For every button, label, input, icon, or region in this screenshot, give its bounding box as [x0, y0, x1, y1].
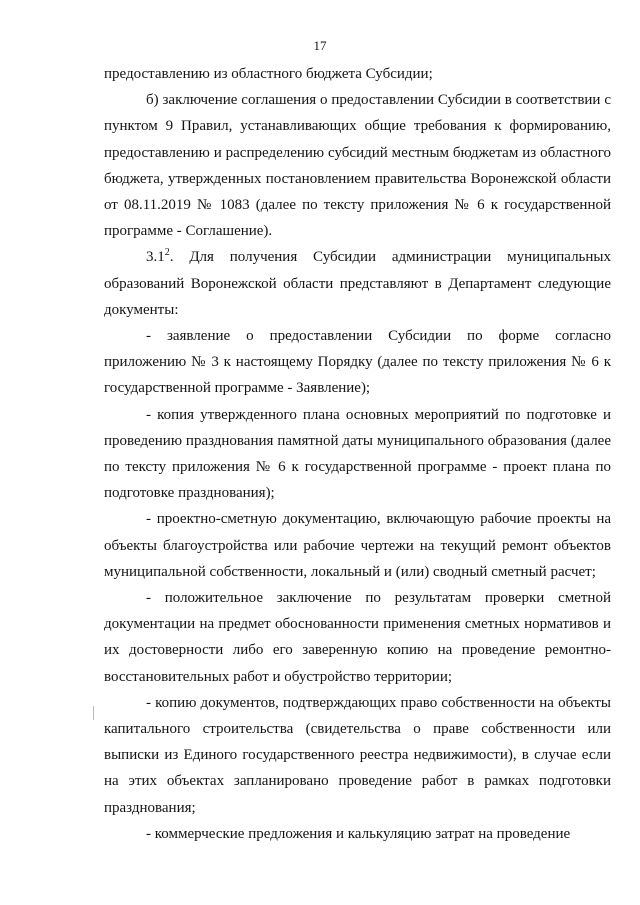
list-item-ownership-documents: - копию документов, подтверждающих право собственности на объекты капитального строительства (свидетельства о праве собственности или выписки из Единого государственного реестра недвижимости), в случае если на этих объектах запланировано проведение работ в рамках подготовки празднования; [104, 694, 611, 816]
document-body [104, 61, 611, 847]
paragraph-continuation: предоставлению из областного бюджета Субсидии; [104, 66, 433, 82]
paragraph-item-b: б) заключение соглашения о предоставлении Субсидии в соответствии с пунктом 9 Правил, устанавливающих общие требования к формированию, предоставлению и распределению субсидий местным бюджетам из областного бюджета, утвержденных постановлением правительства Воронежской области от 08.11.2019 № 1083 (далее по тексту приложения № 6 к государственной программе - Соглашение). [104, 92, 611, 240]
list-item-commercial-proposals: - коммерческие предложения и калькуляцию затрат на проведение [146, 825, 571, 842]
list-item-plan: - копия утвержденного плана основных мероприятий по подготовке и проведению празднования памятной даты муниципального образования (далее по тексту приложения № 6 к государственной программе - проект плана по подготовке празднования); [104, 406, 611, 502]
list-item-application: - заявление о предоставлении Субсидии по форме согласно приложению № 3 к настоящему Порядку (далее по тексту приложения № 6 к государственной программе - Заявление); [104, 328, 611, 397]
page-number: 17 [313, 38, 327, 53]
clause-number: 3.1 [146, 249, 165, 266]
clause-number-superscript: 2 [164, 247, 170, 259]
paragraph-clause-3-1-2 [104, 244, 611, 323]
list-item-design-documentation: - проектно-сметную документацию, включающую рабочие проекты на объекты благоустройства или рабочие чертежи на текущий ремонт объектов муниципальной собственности, локальный и (или) сводный сметный расчет; [104, 511, 611, 580]
list-item-positive-conclusion: - положительное заключение по результатам проверки сметной документации на предмет обоснованности применения сметных нормативов и их достоверности либо его заверенную копию на проведение ремонтно-восстановительных работ и обустройство территории; [104, 590, 611, 685]
margin-scan-mark [93, 706, 94, 720]
clause-text: . Для получения Субсидии администрации муниципальных образований Воронежской области представляют в Департамент следующие документы: [104, 249, 611, 318]
